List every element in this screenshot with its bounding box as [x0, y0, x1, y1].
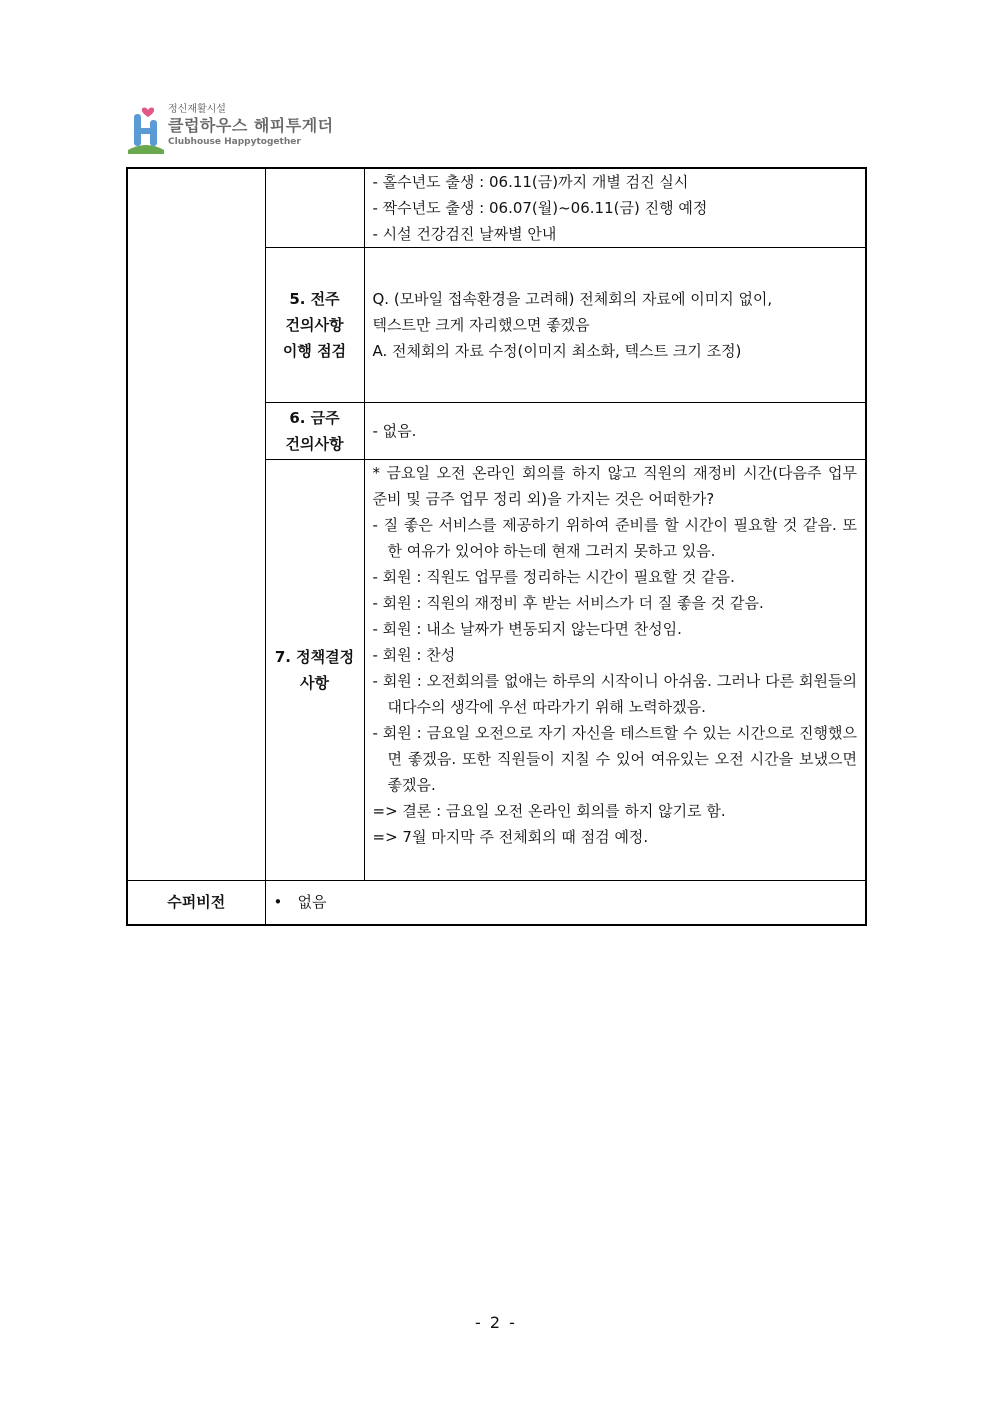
facility-logo	[128, 104, 348, 156]
category-cell-empty	[127, 168, 265, 881]
clubhouse-h-logo-icon	[128, 104, 164, 154]
suggestion-line: A. 전체회의 자료 수정(이미지 최소화, 텍스트 크기 조정)	[372, 342, 742, 360]
page-number: - 2 -	[475, 1313, 517, 1332]
policy-line: - 회원 : 직원도 업무를 정리하는 시간이 필요할 것 같음.	[372, 568, 735, 586]
checkup-line: - 짝수년도 출생 : 06.07(월)~06.11(금) 진행 예정	[372, 199, 708, 217]
policy-conclusion: => 결론 : 금요일 오전 온라인 회의를 하지 않기로 함.	[372, 802, 726, 820]
policy-followup: => 7월 마지막 주 전체회의 때 점검 예정.	[372, 828, 649, 846]
policy-line: - 회원 : 직원의 재정비 후 받는 서비스가 더 질 좋을 것 같음.	[372, 594, 764, 612]
suggestion-line: 텍스트만 크게 자리했으면 좋겠음	[372, 316, 590, 334]
checkup-notice-cell	[364, 168, 866, 248]
bullet-icon: •	[273, 893, 283, 912]
logo-subtitle: 정신재활시설	[168, 104, 226, 115]
logo-english-name: Clubhouse Happytogether	[168, 137, 301, 147]
prev-suggestions-cell	[364, 248, 866, 403]
policy-line: * 금요일 오전 온라인 회의를 하지 않고 직원의 재정비 시간(다음주 업무 준비 및 금주 업무 정리 외)을 가지는 것은 어떠한가?	[372, 464, 857, 508]
supervision-cell	[265, 881, 866, 925]
suggestion-line: Q. (모바일 접속환경을 고려해) 전체회의 자료에 이미지 없이,	[372, 290, 773, 308]
row-label-policy-decision: 7. 정책결정 사항	[265, 460, 364, 881]
meeting-minutes-table	[126, 167, 867, 926]
checkup-line: - 시설 건강검진 날짜별 안내	[372, 225, 557, 243]
policy-line: - 회원 : 내소 날짜가 변동되지 않는다면 찬성임.	[372, 620, 682, 638]
policy-line: - 회원 : 오전회의를 없애는 하루의 시작이니 아쉬움. 그러나 다른 회원들의 대다수의 생각에 우선 따라가기 위해 노력하겠음.	[372, 672, 857, 716]
row-label-empty	[265, 168, 364, 248]
row-label-supervision: 수퍼비전	[127, 881, 265, 925]
checkup-line: - 홀수년도 출생 : 06.11(금)까지 개별 검진 실시	[372, 173, 689, 191]
policy-line: - 회원 : 금요일 오전으로 자기 자신을 테스트할 수 있는 시간으로 진행했으면 좋겠음. 또한 직원들이 지칠 수 있어 여유있는 오전 시간을 보냈으면 좋겠음.	[372, 724, 857, 794]
policy-line: - 질 좋은 서비스를 제공하기 위하여 준비를 할 시간이 필요할 것 같음. 또한 여유가 있어야 하는데 현재 그러지 못하고 있음.	[372, 516, 857, 560]
policy-line: - 회원 : 찬성	[372, 646, 456, 664]
supervision-text: 없음	[297, 893, 327, 912]
table-row-checkup	[127, 168, 866, 248]
this-week-suggestions-cell: - 없음.	[364, 403, 866, 460]
row-label-prev-suggestions: 5. 전주 건의사항 이행 점검	[265, 248, 364, 403]
row-label-this-week-suggestions: 6. 금주 건의사항	[265, 403, 364, 460]
table-row-supervision	[127, 881, 866, 925]
logo-title: 클럽하우스 해피투게더	[168, 116, 334, 135]
policy-decision-cell	[364, 460, 866, 881]
